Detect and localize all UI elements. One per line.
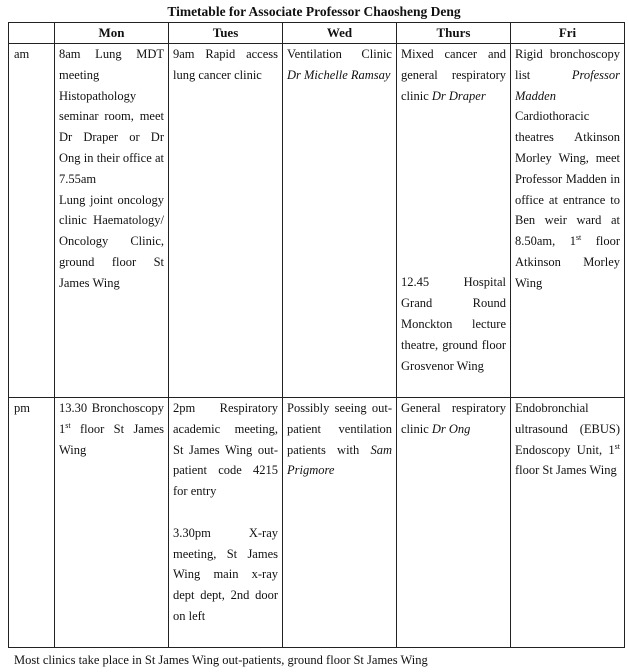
am-mon-cell [55,44,169,398]
am-fri-floor: 1 [569,234,576,249]
pm-tues-text-1: 2pm Respiratory academic meeting, St James Wing out-patient code 4215 for entry [173,401,278,499]
pm-mon-text-1 [59,398,164,460]
am-wed-cell [283,44,397,398]
am-tues-text-1: 9am Rapid access lung cancer clinic [173,47,278,82]
pm-mon-floor: 1 [59,421,66,436]
am-fri-location: Cardiothoracic theatres Atkinson Morley Wing, meet Professor Madden in office at entrance to Ben weir ward at 8.50am, [515,109,620,249]
am-row [9,44,625,398]
header-mon: Mon [55,23,169,44]
pm-tues-spacer [173,502,278,523]
page-title: Timetable for Associate Professor Chaosheng Deng [167,4,461,19]
header-fri: Fri [511,23,625,44]
pm-label: pm [9,398,55,648]
pm-fri-floor-sup: st [614,441,620,451]
am-wed-text-1 [287,44,392,86]
header-thurs: Thurs [397,23,511,44]
am-fri-list: Rigid bronchoscopy list [515,47,620,82]
am-wed-clinic: Ventilation Clinic [287,47,392,61]
am-thurs-text-1 [401,44,506,106]
pm-tues-cell [169,398,283,648]
pm-mon-floor-sup: st [65,420,71,430]
am-fri-text-1 [515,44,620,106]
pm-tues-text-2: 3.30pm X-ray meeting, St James Wing main x-ray dept dept, 2nd door on left [173,525,278,623]
pm-thurs-clinic: General respiratory clinic [401,401,506,436]
pm-thurs-text-1 [401,398,506,440]
am-thurs-doctor: Dr Draper [431,88,486,103]
pm-thurs-doctor: Dr Ong [431,421,471,436]
header-wed: Wed [283,23,397,44]
pm-fri-wing: floor St James Wing [515,463,617,478]
pm-row [9,398,625,648]
am-thurs-text-2: 12.45 Hospital Grand Round Monckton lecture theatre, ground floor Grosvenor Wing [401,275,506,373]
am-fri-text-2 [515,106,620,293]
am-label: am [9,44,55,398]
header-row [9,23,625,44]
pm-wed-cell [283,398,397,648]
pm-mon-cell [55,398,169,648]
am-fri-doctor: Professor Madden [515,67,620,103]
pm-fri-desc: Endobronchial ultrasound (EBUS) Endoscopy Unit, [515,401,620,457]
pm-wed-text-1 [287,398,392,481]
am-thurs-spacer [401,106,506,272]
pm-fri-text-1 [515,398,620,481]
am-fri-cell [511,44,625,398]
pm-thurs-cell [397,398,511,648]
pm-fri-floor: 1 [608,442,615,457]
header-tues: Tues [169,23,283,44]
am-thurs-clinic: Mixed cancer and general respiratory clinic [401,47,506,103]
am-thurs-cell [397,44,511,398]
pm-mon-wing: floor St James Wing [59,421,164,457]
pm-wed-person: Sam Prigmore [287,442,393,478]
footer-note: Most clinics take place in St James Wing out-patients, ground floor St James Wing [14,653,428,667]
am-tues-cell [169,44,283,398]
am-wed-doctor: Dr Michelle Ramsay [287,67,391,82]
am-mon-text-2: Lung joint oncology clinic Haematology/ Oncology Clinic, ground floor St James Wing [59,192,164,290]
pm-mon-bronch: 13.30 Bronchoscopy [59,401,164,415]
pm-wed-desc: Possibly seeing out-patient ventilation patients with [287,401,392,457]
am-mon-text-1: 8am Lung MDT meeting Histopathology seminar room, meet Dr Draper or Dr Ong in their office at 7.55am [59,47,164,186]
header-corner [9,23,55,44]
pm-fri-cell [511,398,625,648]
timetable [8,22,625,648]
am-fri-wing: floor Atkinson Morley Wing [515,234,620,290]
am-fri-floor-sup: st [575,233,582,243]
